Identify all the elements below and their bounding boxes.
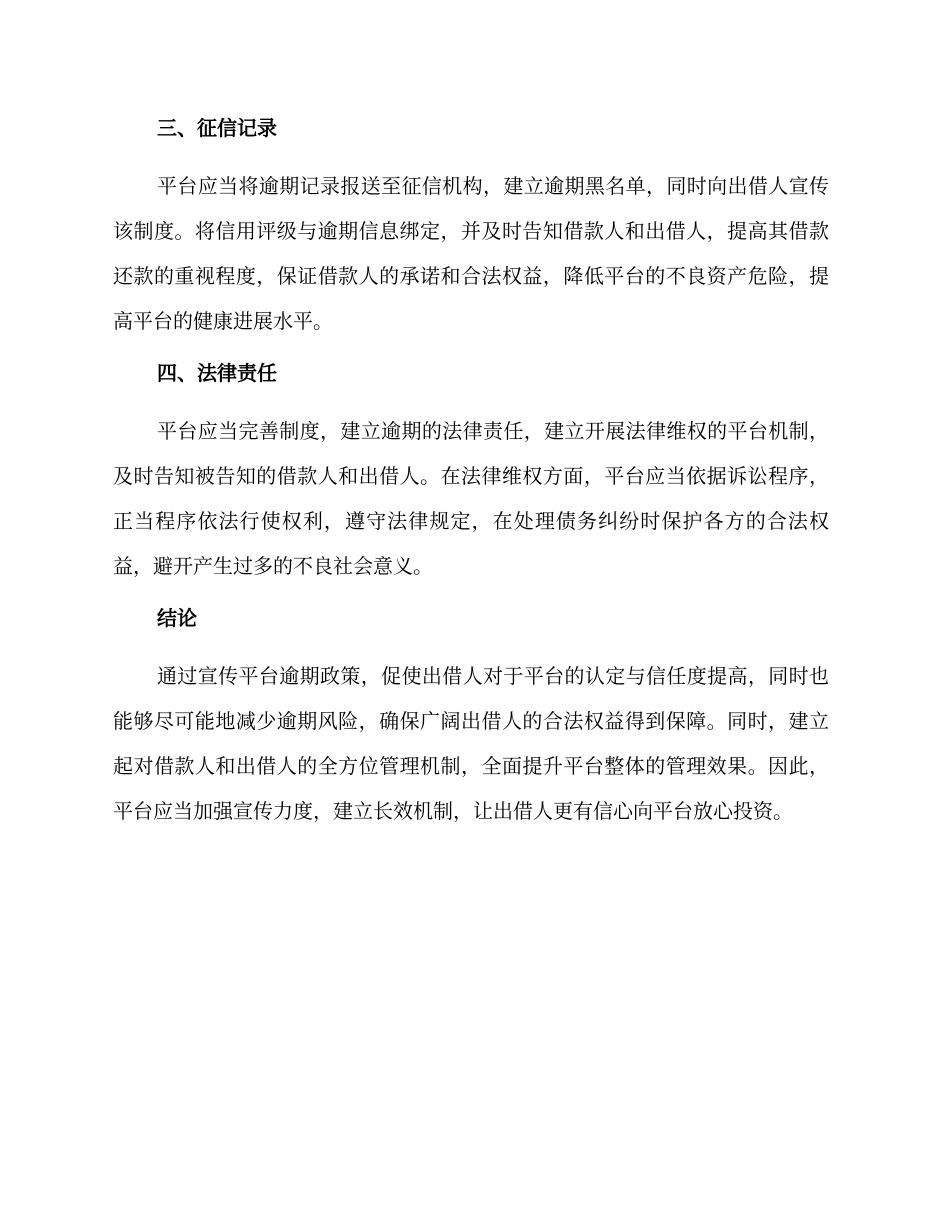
section-heading-credit-record: 三、征信记录 <box>157 116 277 140</box>
section-paragraph-legal-liability: 平台应当完善制度，建立逾期的法律责任，建立开展法律维权的平台机制，及时告知被告知的借款人和出借人。在法律维权方面，平台应当依据诉讼程序，正当程序依法行使权利，遵守法律规定，在处理债务纠纷时保护各方的合法权益，避开产生过多的不良社会意义。 <box>113 419 829 578</box>
section-heading-conclusion: 结论 <box>157 606 197 630</box>
section-heading-legal-liability: 四、法律责任 <box>157 361 277 385</box>
document-body <box>113 111 829 834</box>
section-paragraph-credit-record: 平台应当将逾期记录报送至征信机构，建立逾期黑名单，同时向出借人宣传该制度。将信用评级与逾期信息绑定，并及时告知借款人和出借人，提高其借款还款的重视程度，保证借款人的承诺和合法权益，降低平台的不良资产危险，提高平台的健康进展水平。 <box>113 174 829 333</box>
section-paragraph-conclusion: 通过宣传平台逾期政策，促使出借人对于平台的认定与信任度提高，同时也能够尽可能地减少逾期风险，确保广阔出借人的合法权益得到保障。同时，建立起对借款人和出借人的全方位管理机制，全面提升平台整体的管理效果。因此，平台应当加强宣传力度，建立长效机制，让出借人更有信心向平台放心投资。 <box>113 664 829 823</box>
